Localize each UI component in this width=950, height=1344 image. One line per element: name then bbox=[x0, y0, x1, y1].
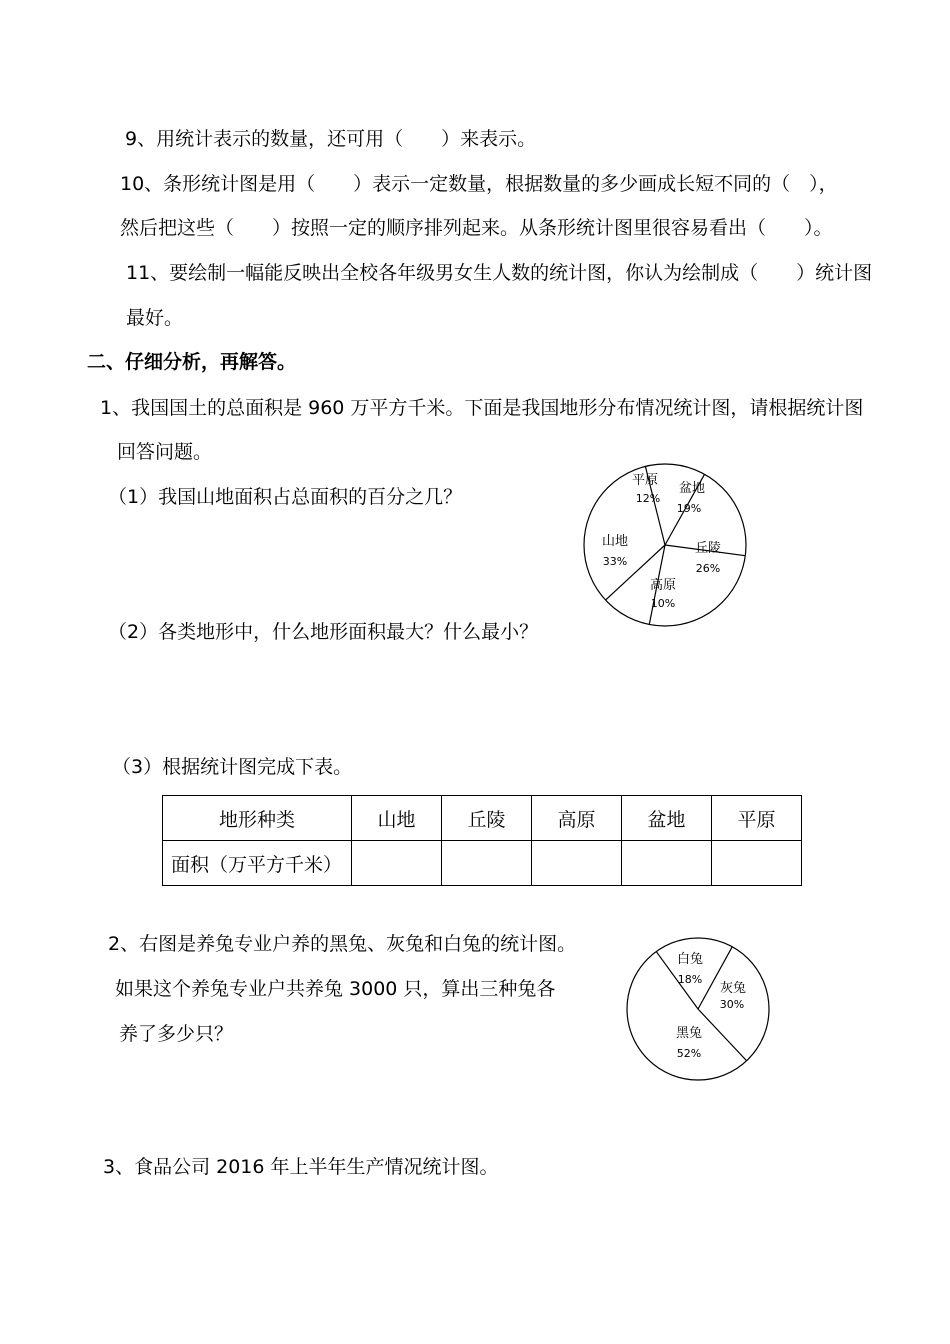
table-header-cell: 山地 bbox=[352, 796, 442, 841]
problem-1-sub2: （2）各类地形中，什么地形面积最大？什么最小？ bbox=[108, 621, 539, 643]
table-row-label: 面积（万平方千米） bbox=[163, 841, 352, 886]
problem-1-sub3: （3）根据统计图完成下表。 bbox=[112, 756, 353, 778]
answer-cell-plain[interactable] bbox=[712, 841, 802, 886]
table-header-cell: 地形种类 bbox=[163, 796, 352, 841]
problem-2-line1: 2、右图是养兔专业户养的黑兔、灰兔和白兔的统计图。 bbox=[108, 933, 577, 955]
problem-2-line2: 如果这个养兔专业户共养兔 3000 只，算出三种兔各 bbox=[115, 978, 556, 1000]
slice-pct-white: 18% bbox=[677, 973, 703, 986]
problem-1-line2: 回答问题。 bbox=[117, 441, 213, 463]
slice-pct-basin: 19% bbox=[676, 502, 702, 515]
slice-pct-gray: 30% bbox=[719, 998, 745, 1011]
slice-pct-plateau: 10% bbox=[650, 597, 676, 610]
answer-cell-basin[interactable] bbox=[622, 841, 712, 886]
slice-pct-mountain: 33% bbox=[602, 555, 628, 568]
table-header-cell: 平原 bbox=[712, 796, 802, 841]
question-11-line1: 11、要绘制一幅能反映出全校各年级男女生人数的统计图，你认为绘制成（ ）统计图 bbox=[126, 262, 873, 284]
problem-2-line3: 养了多少只？ bbox=[119, 1023, 234, 1045]
slice-label-plain: 平原 bbox=[631, 473, 659, 488]
problem-3-line1: 3、食品公司 2016 年上半年生产情况统计图。 bbox=[103, 1156, 499, 1178]
slice-label-white: 白兔 bbox=[676, 952, 704, 967]
slice-label-gray: 灰兔 bbox=[719, 981, 747, 996]
table-header-cell: 高原 bbox=[532, 796, 622, 841]
table-header-cell: 盆地 bbox=[622, 796, 712, 841]
question-10-line2: 然后把这些（ ）按照一定的顺序排列起来。从条形统计图里很容易看出（ ）。 bbox=[120, 217, 833, 239]
rabbit-pie-chart bbox=[622, 933, 774, 1085]
slice-pct-plain: 12% bbox=[635, 492, 661, 505]
terrain-area-table bbox=[162, 795, 802, 886]
question-11-line2: 最好。 bbox=[126, 307, 184, 329]
slice-label-plateau: 高原 bbox=[649, 578, 677, 593]
table-row bbox=[163, 841, 802, 886]
question-9: 9、用统计表示的数量，还可用（ ）来表示。 bbox=[125, 128, 537, 150]
problem-1-line1: 1、我国国土的总面积是 960 万平方千米。下面是我国地形分布情况统计图，请根据统计图 bbox=[100, 397, 864, 419]
table-header-cell: 丘陵 bbox=[442, 796, 532, 841]
section-heading: 二、仔细分析，再解答。 bbox=[87, 351, 297, 373]
slice-pct-black: 52% bbox=[676, 1047, 702, 1060]
slice-label-basin: 盆地 bbox=[678, 481, 706, 496]
slice-label-hills: 丘陵 bbox=[694, 541, 722, 556]
question-10-line1: 10、条形统计图是用（ ）表示一定数量，根据数量的多少画成长短不同的（ ）， bbox=[120, 173, 838, 195]
slice-label-mountain: 山地 bbox=[601, 534, 629, 549]
table-header-row bbox=[163, 796, 802, 841]
slice-pct-hills: 26% bbox=[695, 562, 721, 575]
answer-cell-plateau[interactable] bbox=[532, 841, 622, 886]
answer-cell-mountain[interactable] bbox=[352, 841, 442, 886]
slice-label-black: 黑兔 bbox=[675, 1026, 703, 1041]
answer-cell-hills[interactable] bbox=[442, 841, 532, 886]
problem-1-sub1: （1）我国山地面积占总面积的百分之几？ bbox=[108, 486, 463, 508]
terrain-pie-chart bbox=[580, 460, 750, 630]
